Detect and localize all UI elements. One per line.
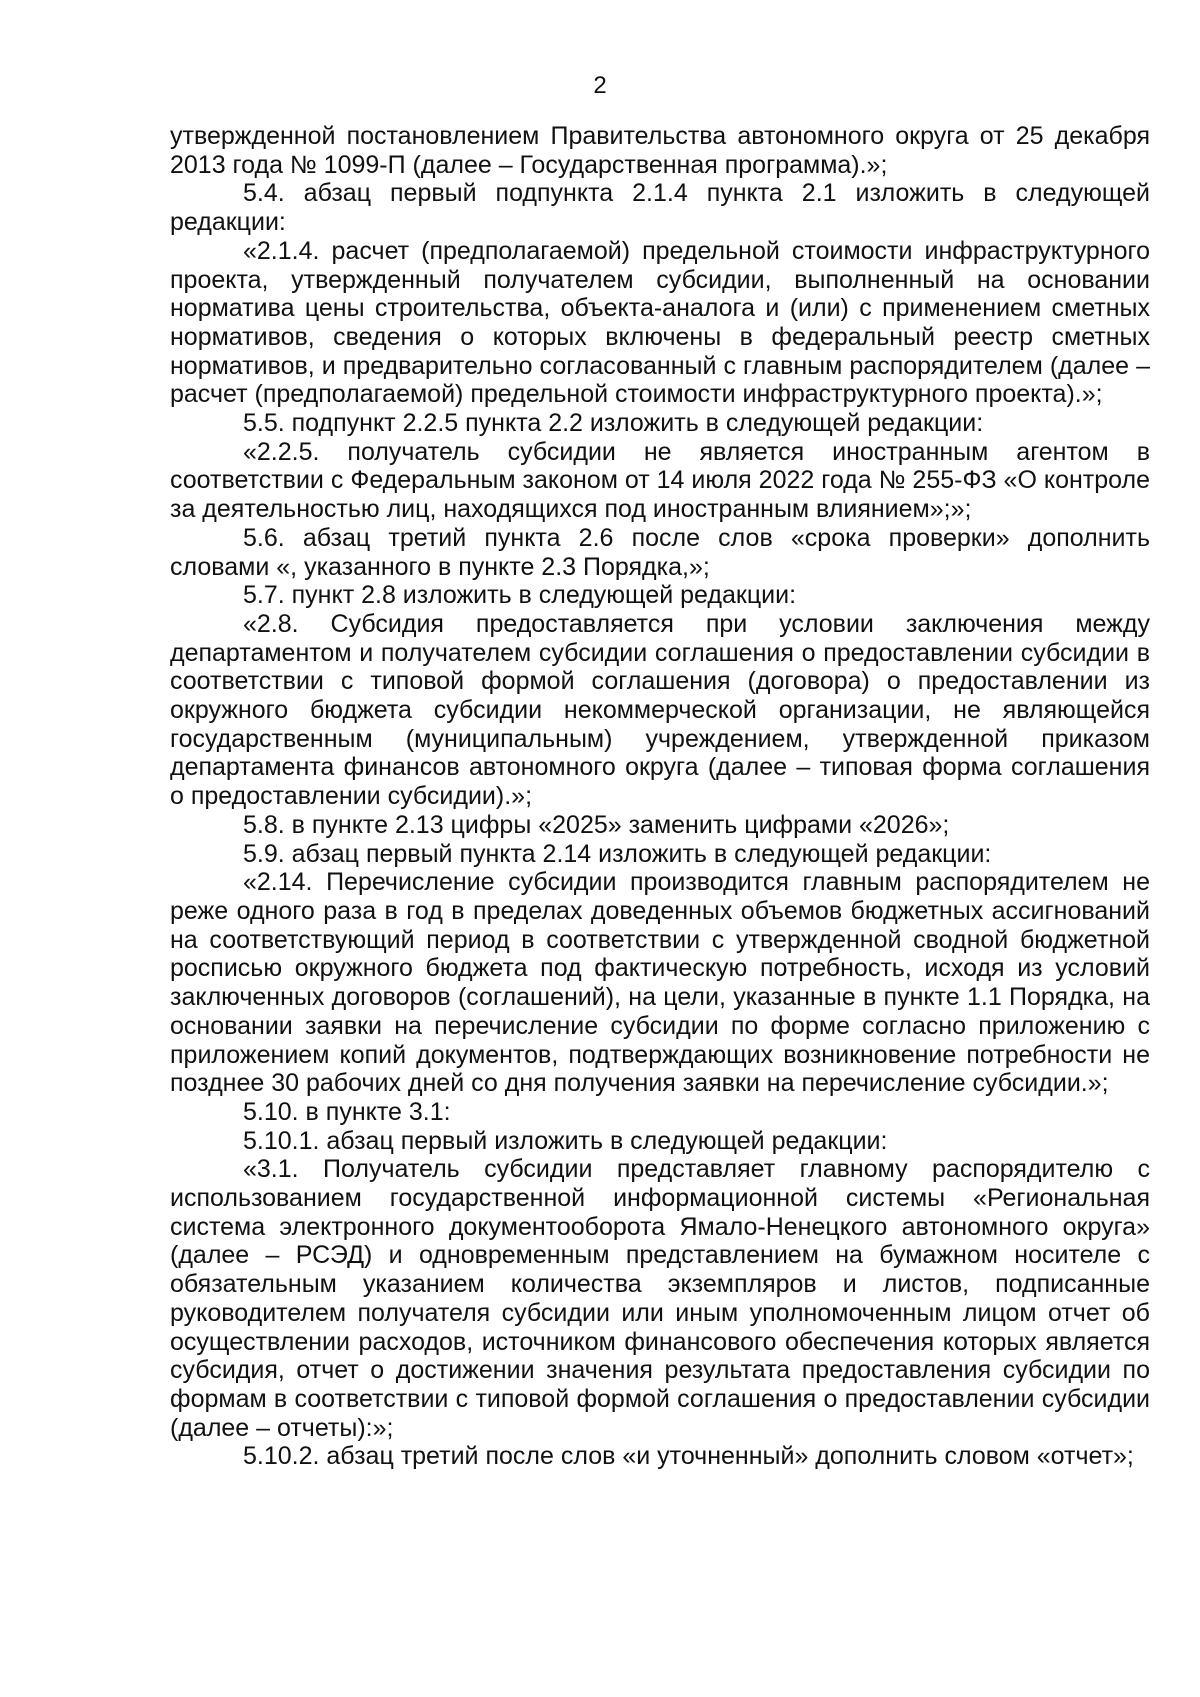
document-body xyxy=(170,122,1150,1471)
paragraph: 5.4. абзац первый подпункта 2.1.4 пункта 2.1 изложить в следующей редакции: xyxy=(170,179,1150,237)
paragraph: 5.5. подпункт 2.2.5 пункта 2.2 изложить в следующей редакции: xyxy=(243,409,984,438)
paragraph: «2.1.4. расчет (предполагаемой) предельной стоимости инфраструктурного проекта, утвержденный получателем субсидии, выполненный на основании норматива цены строительства, объекта-аналога и (или) с применением сметных нормативов, сведения о которых включены в федеральный реестр сметных нормативов, и предварительно согласованный с главным распорядителем (далее – расчет (предполагаемой) предельной стоимости инфраструктурного проекта).»; xyxy=(170,236,1150,409)
page-number: 2 xyxy=(593,72,607,99)
paragraph: «3.1. Получатель субсидии представляет главному распорядителю с использованием государственной информационной системы «Региональная система электронного документооборота Ямало-Ненецкого автономного округа» (далее – РСЭД) и одновременным представлением на бумажном носителе с обязательным указанием количества экземпляров и листов, подписанные руководителем получателя субсидии или иным уполномоченным лицом отчет об осуществлении расходов, источником финансового обеспечения которых является субсидия, отчет о достижении значения результата предоставления субсидии по формам в соответствии с типовой формой соглашения о предоставлении субсидии (далее – отчеты):»; xyxy=(170,1155,1150,1442)
paragraph: 5.10. в пункте 3.1: xyxy=(243,1097,451,1126)
paragraph: 5.10.1. абзац первый изложить в следующей редакции: xyxy=(243,1126,888,1155)
paragraph: «2.2.5. получатель субсидии не является иностранным агентом в соответствии с Федеральным законом от 14 июля 2022 года № 255-ФЗ «О контроле за деятельностью лиц, находящихся под иностранным влиянием»;»; xyxy=(170,437,1150,524)
paragraph: 5.6. абзац третий пункта 2.6 после слов «срока проверки» дополнить словами «, указанного в пункте 2.3 Порядка,»; xyxy=(170,523,1150,581)
paragraph: 5.8. в пункте 2.13 цифры «2025» заменить цифрами «2026»; xyxy=(243,810,950,839)
paragraph: «2.8. Субсидия предоставляется при условии заключения между департаментом и получателем субсидии соглашения о предоставлении субсидии в соответствии с типовой формой соглашения (договора) о предоставлении из окружного бюджета субсидии некоммерческой организации, не являющейся государственным (муниципальным) учреждением, утвержденной приказом департамента финансов автономного округа (далее – типовая форма соглашения о предоставлении субсидии).»; xyxy=(170,609,1150,811)
paragraph: 5.9. абзац первый пункта 2.14 изложить в следующей редакции: xyxy=(243,839,992,868)
paragraph: «2.14. Перечисление субсидии производится главным распорядителем не реже одного раза в год в пределах доведенных объемов бюджетных ассигнований на соответствующий период в соответствии с утвержденной сводной бюджетной росписью окружного бюджета под фактическую потребность, исходя из условий заключенных договоров (соглашений), на цели, указанные в пункте 1.1 Порядка, на основании заявки на перечисление субсидии по форме согласно приложению с приложением копий документов, подтверждающих возникновение потребности не позднее 30 рабочих дней со дня получения заявки на перечисление субсидии.»; xyxy=(170,868,1150,1098)
paragraph: 5.7. пункт 2.8 изложить в следующей редакции: xyxy=(243,581,797,610)
paragraph: 5.10.2. абзац третий после слов «и уточненный» дополнить словом «отчет»; xyxy=(243,1442,1134,1471)
paragraph: утвержденной постановлением Правительства автономного округа от 25 декабря 2013 года № 1099-П (далее – Государственная программа).»; xyxy=(170,122,1150,179)
